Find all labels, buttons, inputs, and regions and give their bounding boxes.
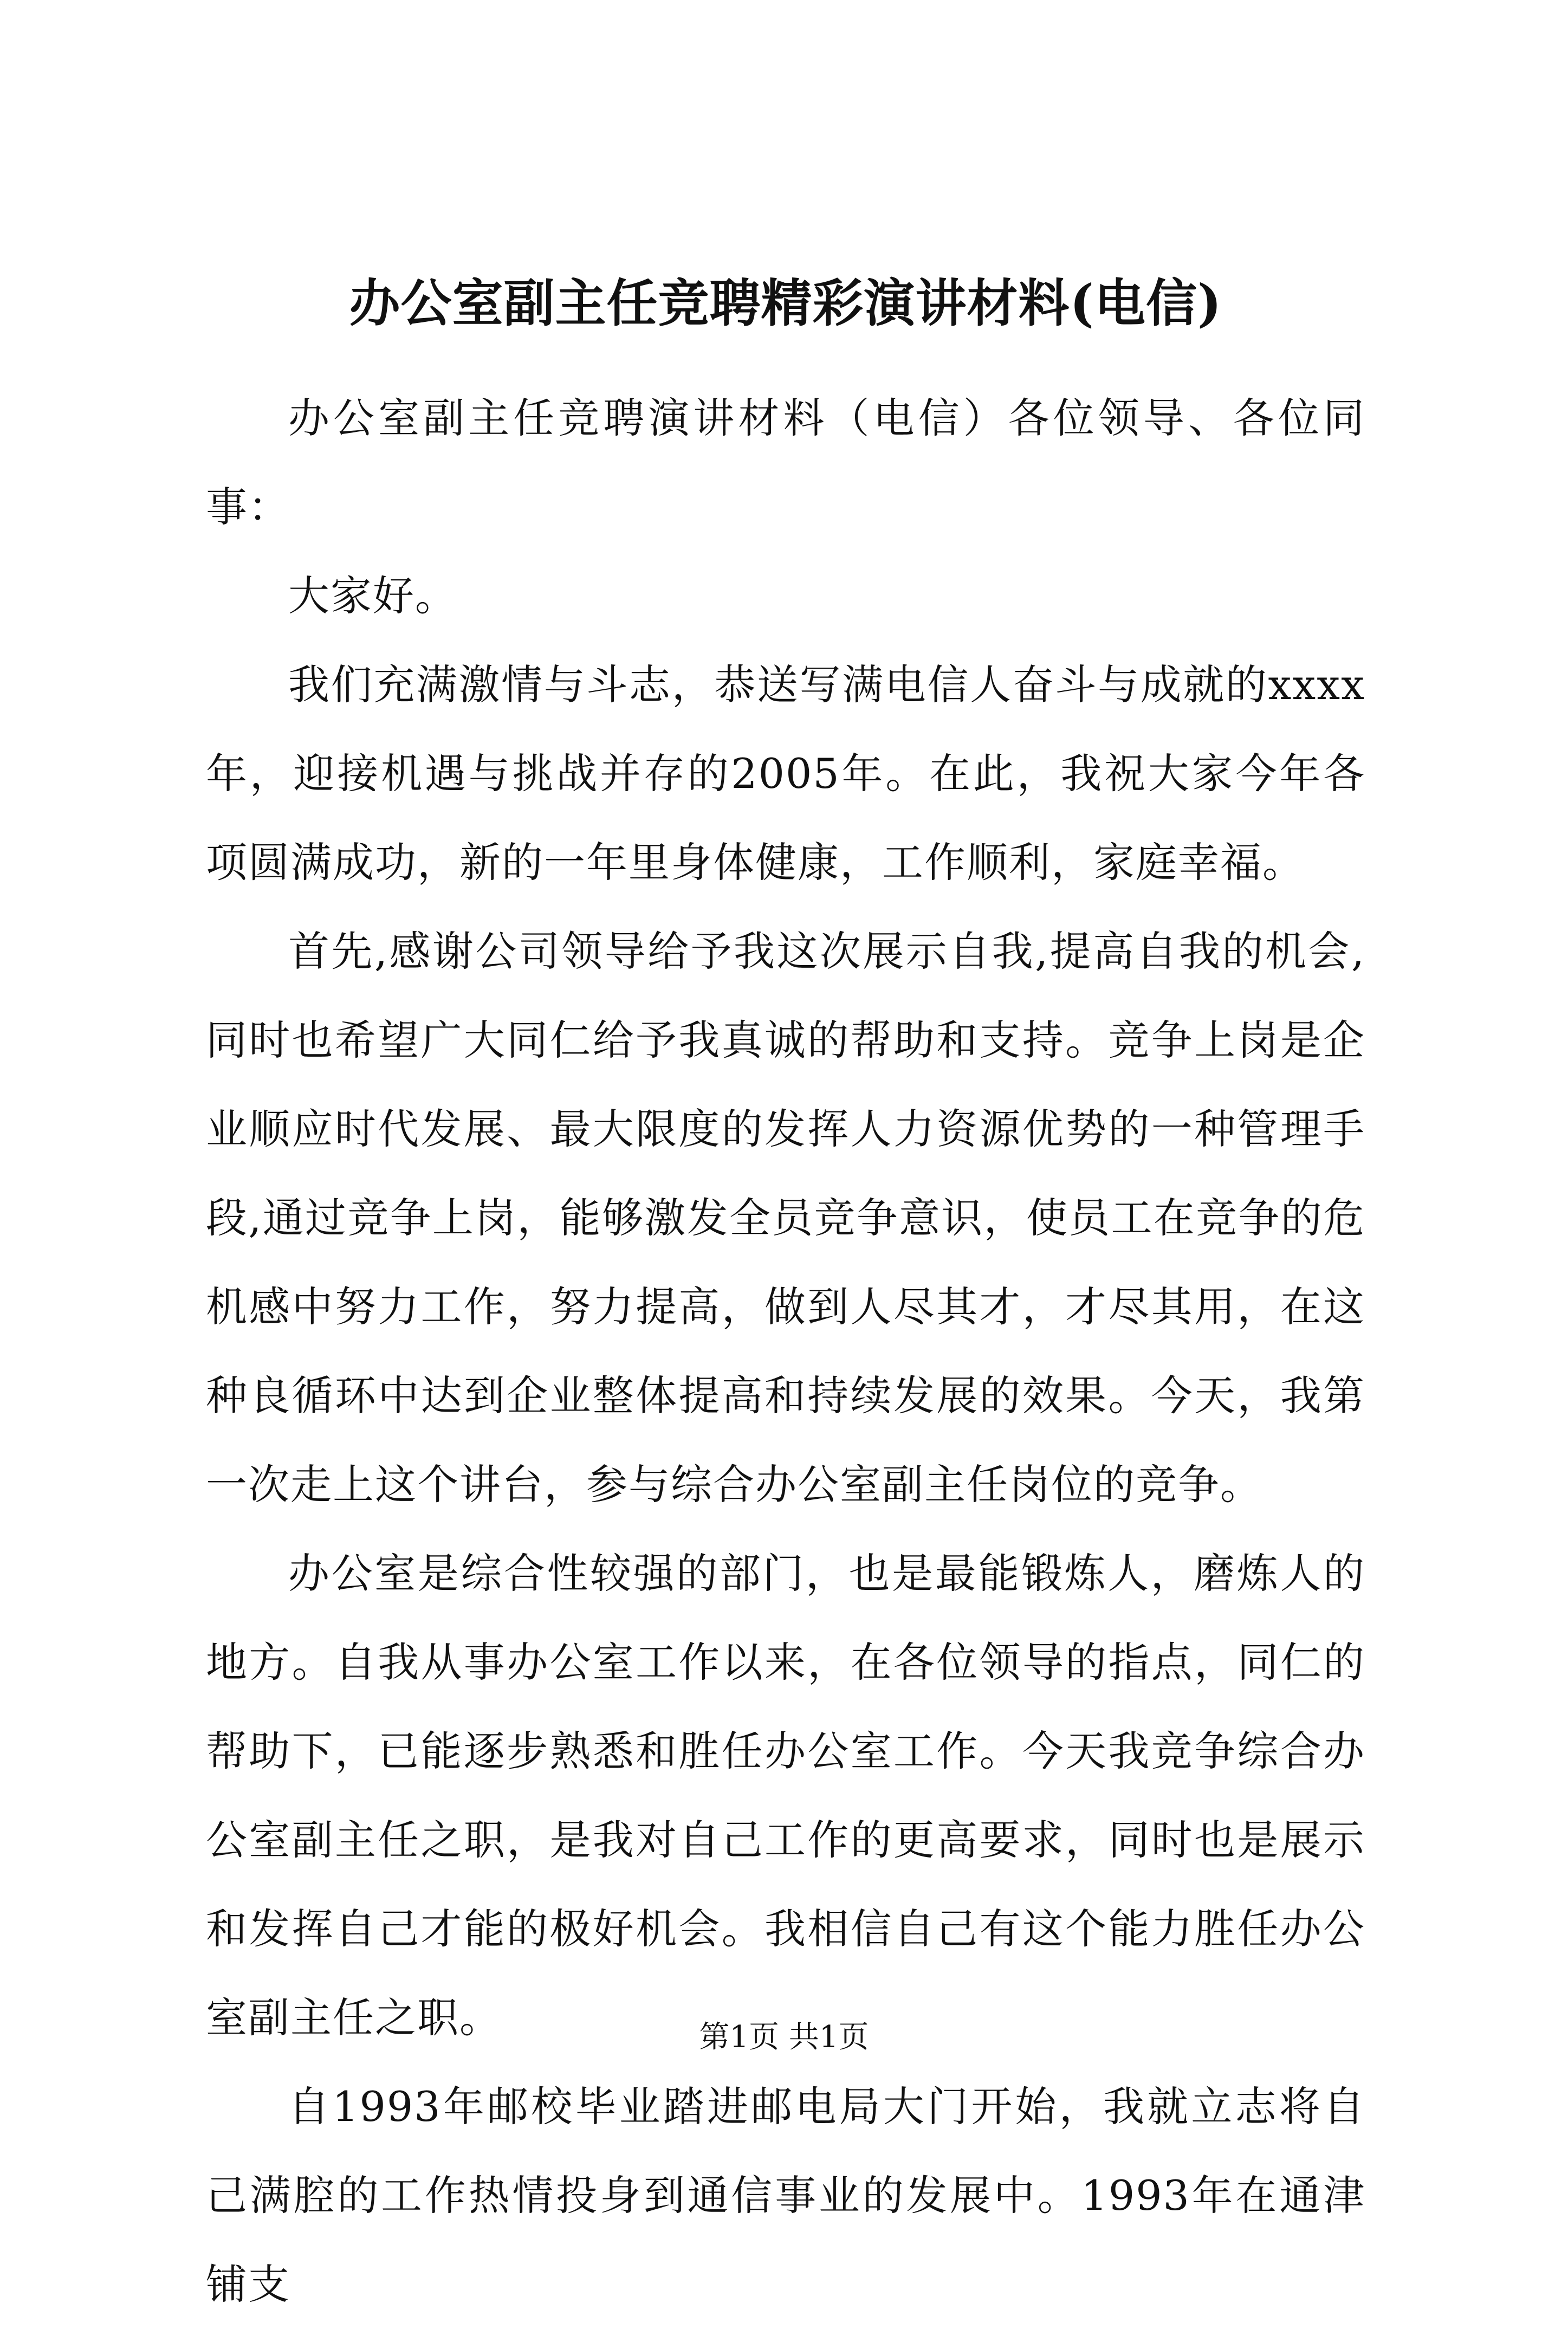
paragraph-greeting: 大家好。 [288, 572, 457, 620]
paragraph-career-history: 自1993年邮校毕业踏进邮电局大门开始，我就立志将自己满腔的工作热情投身到通信事业的发展中。1993年在通津铺支 [206, 2082, 1365, 2308]
paragraph-salutation: 办公室副主任竞聘演讲材料（电信）各位领导、各位同事： [206, 394, 1365, 531]
document-title: 办公室副主任竞聘精彩演讲材料(电信) [349, 274, 1222, 333]
page-footer: 第1页 共1页 [699, 2020, 869, 2055]
paragraph-new-year-wishes: 我们充满激情与斗志，恭送写满电信人奋斗与成就的xxxx年，迎接机遇与挑战并存的2005年。在此，我祝大家今年各项圆满成功，新的一年里身体健康，工作顺利，家庭幸福。 [206, 661, 1365, 887]
paragraph-office-role: 办公室是综合性较强的部门，也是最能锻炼人，磨炼人的地方。自我从事办公室工作以来，在各位领导的指点，同仁的帮助下，已能逐步熟悉和胜任办公室工作。今天我竞争综合办公室副主任之职，是我对自己工作的更高要求，同时也是展示和发挥自己才能的极好机会。我相信自己有这个能力胜任办公室副主任之职。 [206, 1549, 1365, 2042]
paragraph-thanks-and-competition: 首先,感谢公司领导给予我这次展示自我,提高自我的机会,同时也希望广大同仁给予我真诚的帮助和支持。竞争上岗是企业顺应时代发展、最大限度的发挥人力资源优势的一种管理手段,通过竞争上岗，能够激发全员竞争意识，使员工在竞争的危机感中努力工作，努力提高，做到人尽其才，才尽其用，在这种良循环中达到企业整体提高和持续发展的效果。今天，我第一次走上这个讲台，参与综合办公室副主任岗位的竞争。 [206, 927, 1365, 1509]
